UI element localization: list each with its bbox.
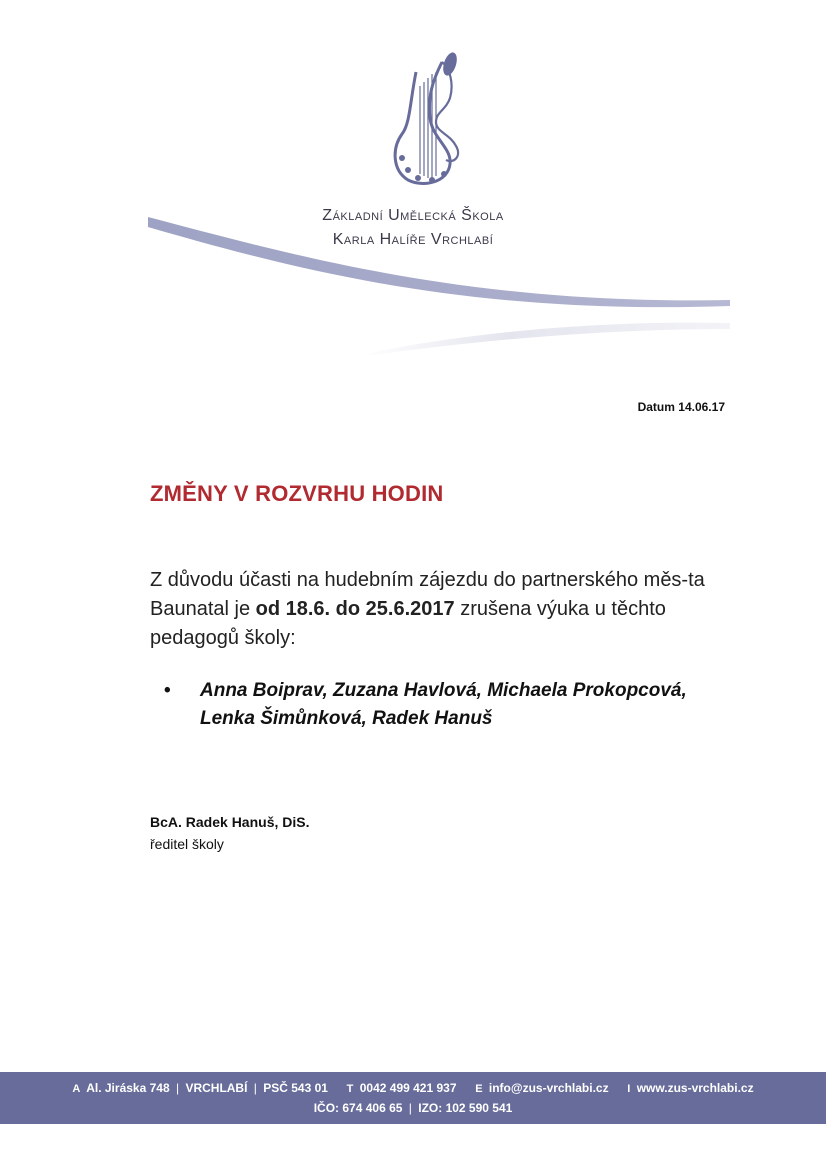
address-icon: A xyxy=(72,1083,81,1095)
teacher-names-line1: Anna Boiprav, Zuzana Havlová, Michaela Prokopcová, xyxy=(200,680,687,701)
footer-separator: | xyxy=(408,1101,412,1115)
school-name-line2: Karla Halíře Vrchlabí xyxy=(332,231,494,248)
paragraph-date-range: od 18.6. do 25.6.2017 xyxy=(255,598,455,620)
school-name-line1: Základní Umělecká Škola xyxy=(322,207,504,224)
teacher-list xyxy=(150,677,750,733)
signature-role: ředitel školy xyxy=(150,836,224,852)
paragraph-part2: zrušena výuka u těchto pedagogů školy: xyxy=(150,598,666,649)
document-date xyxy=(638,400,725,414)
phone-icon: T xyxy=(346,1083,354,1095)
email-icon: E xyxy=(475,1083,483,1095)
footer-web[interactable]: www.zus-vrchlabi.cz xyxy=(636,1081,754,1095)
teacher-names-line2: Lenka Šimůnková, Radek Hanuš xyxy=(200,708,493,729)
footer-ico: : 674 406 65 xyxy=(335,1101,403,1115)
footer-ids-line xyxy=(0,1101,826,1115)
footer-city: VRCHLABÍ xyxy=(185,1081,248,1095)
footer-address: Al. Jiráska 748 xyxy=(86,1081,170,1095)
date-label: Datum xyxy=(637,400,675,414)
footer-phone: 0042 499 421 937 xyxy=(359,1081,457,1095)
list-item xyxy=(150,677,750,705)
signature-name: BcA. Radek Hanuš, DiS. xyxy=(150,814,310,830)
date-value: 14.06.17 xyxy=(678,400,725,414)
paragraph-part1: Z důvodu účasti na hudebním zájezdu do partnerského měs-ta Baunatal je xyxy=(150,569,705,620)
footer-bar xyxy=(0,1072,826,1124)
document-heading: ZMĚNY V ROZVRHU HODIN xyxy=(150,481,444,506)
bullet-icon: • xyxy=(164,680,171,701)
decorative-swoosh xyxy=(0,205,826,375)
footer-ico-label: IČO xyxy=(313,1101,336,1115)
footer-email[interactable]: info@zus-vrchlabi.cz xyxy=(488,1081,609,1095)
school-logo-harp xyxy=(380,38,480,198)
footer-separator: | xyxy=(175,1081,180,1095)
footer-psc: PSČ 543 01 xyxy=(263,1081,328,1095)
announcement-paragraph xyxy=(150,566,740,653)
footer-separator: | xyxy=(253,1081,257,1095)
web-icon: I xyxy=(627,1083,631,1095)
footer-izo: : 102 590 541 xyxy=(438,1101,513,1115)
footer-contact-line xyxy=(0,1081,826,1095)
list-item xyxy=(150,705,750,733)
footer-izo-label: IZO xyxy=(418,1101,439,1115)
signature-block xyxy=(150,811,310,855)
